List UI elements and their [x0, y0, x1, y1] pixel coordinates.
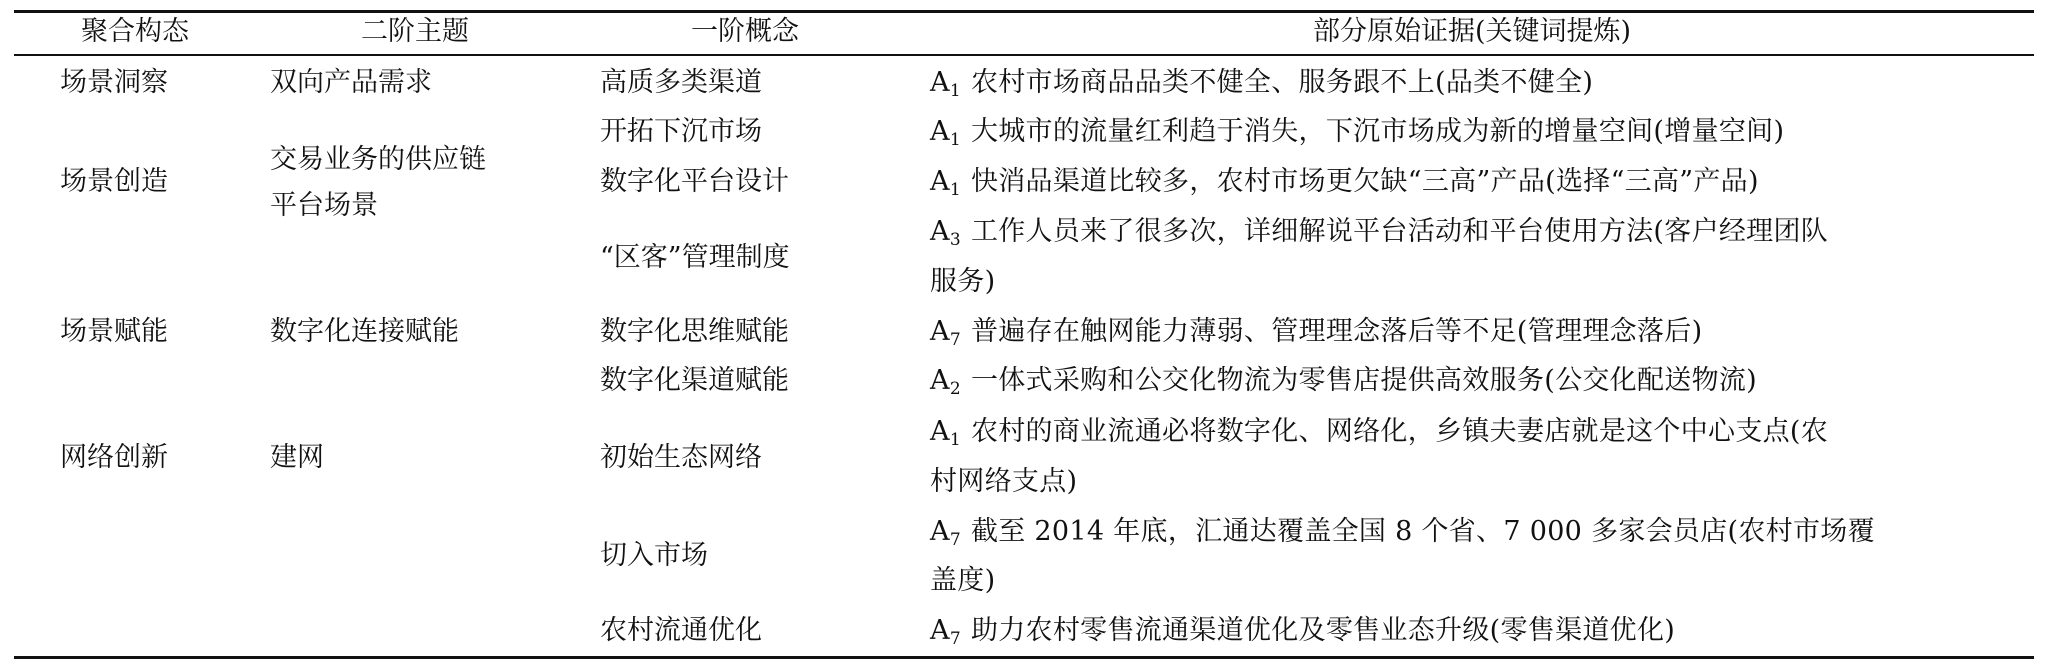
evidence-row [930, 212, 1828, 260]
evidence-text: 工作人员来了很多次，详细解说平台活动和平台使用方法(客户经理团队 [970, 216, 1829, 247]
concept-rural-circulation: 农村流通优化 [600, 615, 762, 646]
theme-build-network: 建网 [270, 442, 324, 473]
evidence-continuation: 村网络支点) [930, 466, 1078, 497]
concept-initial-ecosystem: 初始生态网络 [600, 442, 762, 473]
concept-digital-thinking: 数字化思维赋能 [600, 316, 789, 347]
concept-district-management: “区客”管理制度 [600, 242, 790, 273]
header-raw-evidence: 部分原始证据(关键词提炼) [1312, 16, 1632, 47]
concept-market-entry: 切入市场 [600, 540, 708, 571]
evidence-row [930, 512, 1875, 560]
concept-sinking-market: 开拓下沉市场 [600, 116, 762, 147]
evidence-continuation: 盖度) [930, 565, 996, 596]
evidence-id: $A_1$ [930, 166, 961, 200]
aggregate-scene-insight: 场景洞察 [60, 67, 168, 98]
aggregate-network-innovation: 网络创新 [60, 442, 168, 473]
evidence-id: $A_3$ [930, 216, 961, 250]
aggregate-scene-creation: 场景创造 [60, 166, 168, 197]
evidence-id: $A_7$ [930, 615, 961, 649]
theme-digital-connect: 数字化连接赋能 [270, 316, 459, 347]
evidence-text: 农村的商业流通必将数字化、网络化，乡镇夫妻店就是这个中心支点(农 [970, 416, 1829, 447]
evidence-text: 截至 2014 年底，汇通达覆盖全国 8 个省、7 000 多家会员店(农村市场覆 [970, 516, 1875, 547]
evidence-text: 农村市场商品品类不健全、服务跟不上(品类不健全) [970, 67, 1594, 98]
theme-two-way-demand: 双向产品需求 [270, 67, 432, 98]
evidence-id: $A_1$ [930, 67, 961, 101]
evidence-row [930, 63, 1593, 111]
evidence-row [930, 312, 1702, 360]
evidence-row [930, 162, 1759, 210]
aggregate-scene-empower: 场景赋能 [60, 316, 168, 347]
concept-channels: 高质多类渠道 [600, 67, 762, 98]
evidence-row [930, 611, 1675, 659]
header-first-order-concept: 一阶概念 [691, 16, 799, 47]
evidence-row [930, 112, 1784, 160]
evidence-id: $A_1$ [930, 416, 961, 450]
table-header-rule [14, 54, 2034, 56]
concept-digital-channel: 数字化渠道赋能 [600, 365, 789, 396]
header-aggregate-config: 聚合构态 [81, 16, 189, 47]
theme-supply-chain-line2: 平台场景 [270, 190, 378, 221]
evidence-text: 快消品渠道比较多，农村市场更欠缺“三高”产品(选择“三高”产品) [970, 166, 1759, 197]
evidence-text: 助力农村零售流通渠道优化及零售业态升级(零售渠道优化) [970, 615, 1676, 646]
evidence-id: $A_1$ [930, 116, 961, 150]
theme-supply-chain-line1: 交易业务的供应链 [270, 144, 486, 175]
evidence-row [930, 412, 1828, 460]
evidence-id: $A_7$ [930, 316, 961, 350]
header-second-order-theme: 二阶主题 [361, 16, 469, 47]
evidence-text: 普遍存在触网能力薄弱、管理理念落后等不足(管理理念落后) [970, 316, 1703, 347]
evidence-text: 一体式采购和公交化物流为零售店提供高效服务(公交化配送物流) [970, 365, 1758, 396]
evidence-text: 大城市的流量红利趋于消失，下沉市场成为新的增量空间(增量空间) [970, 116, 1785, 147]
evidence-row [930, 361, 1757, 409]
evidence-continuation: 服务) [930, 266, 996, 297]
concept-platform-design: 数字化平台设计 [600, 166, 789, 197]
evidence-id: $A_2$ [930, 365, 961, 399]
evidence-id: $A_7$ [930, 516, 961, 550]
